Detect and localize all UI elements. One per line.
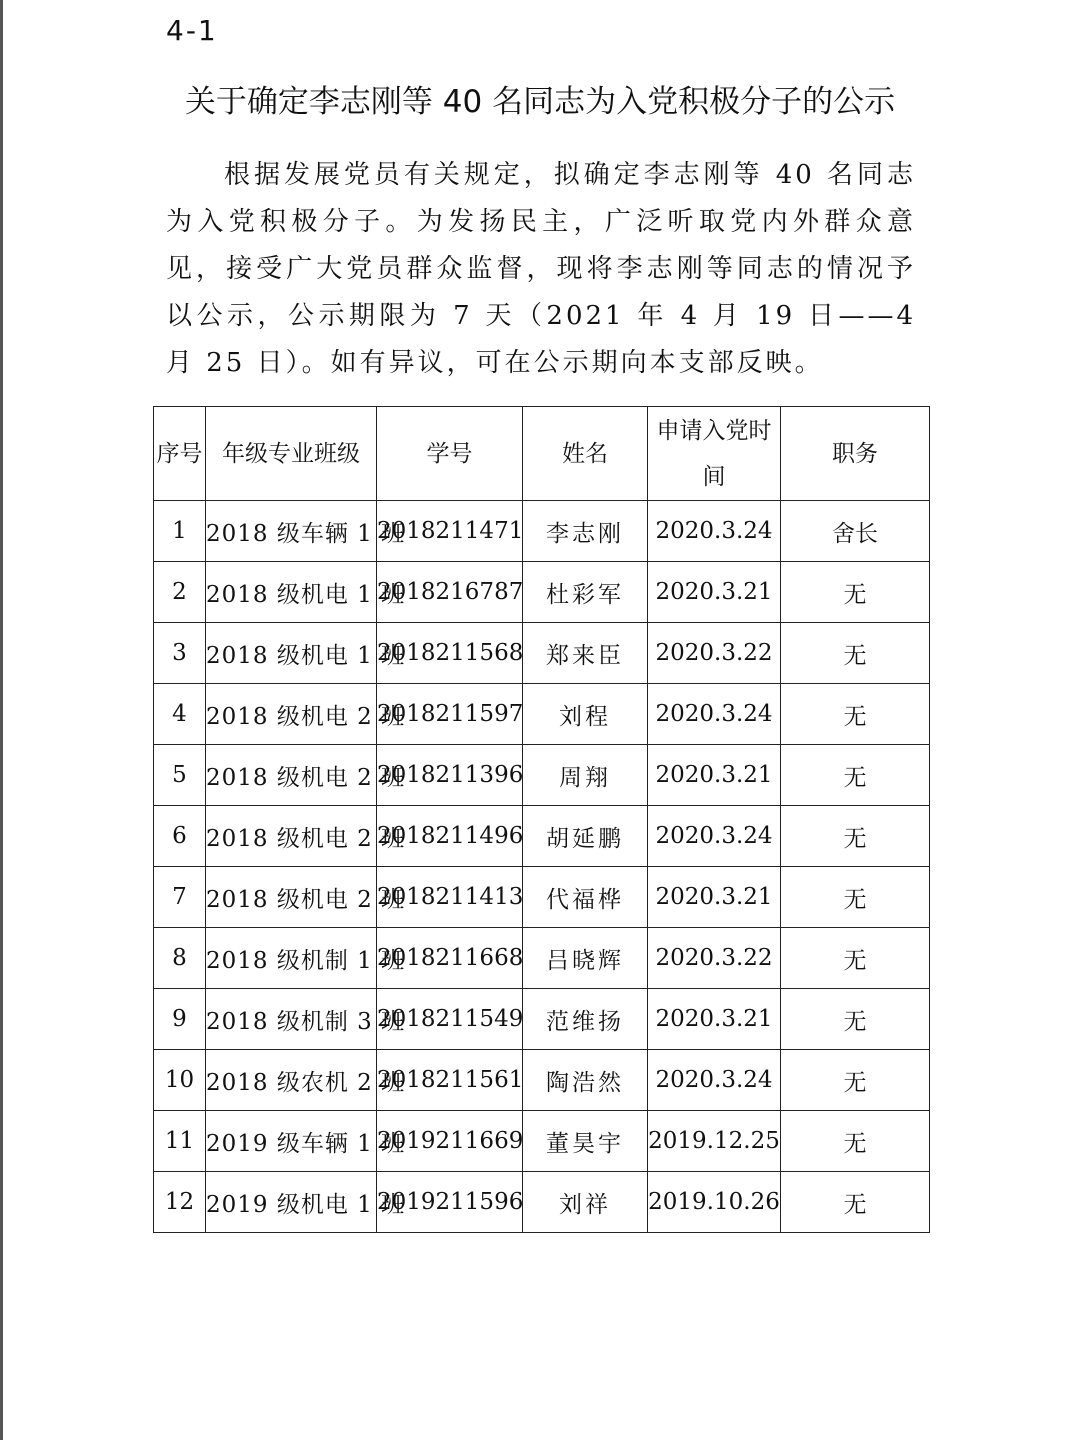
cell-class: 2018 级机电 1 班	[206, 623, 377, 684]
cell-role: 无	[781, 806, 930, 867]
cell-role: 无	[781, 1172, 930, 1233]
page-title: 关于确定李志刚等 40 名同志为入党积极分子的公示	[184, 84, 896, 120]
cell-index: 9	[154, 989, 206, 1050]
cell-class: 2018 级车辆 1 班	[206, 501, 377, 562]
cell-index: 3	[154, 623, 206, 684]
cell-apply-date: 2020.3.24	[648, 1050, 781, 1111]
cell-student-id: 2018211668	[377, 928, 523, 989]
cell-class: 2018 级机电 2 班	[206, 684, 377, 745]
cell-apply-date: 2020.3.21	[648, 867, 781, 928]
cell-name: 范维扬	[523, 989, 648, 1050]
header-class: 年级专业班级	[206, 407, 377, 501]
cell-student-id: 2018211396	[377, 745, 523, 806]
cell-index: 11	[154, 1111, 206, 1172]
cell-name: 胡延鹏	[523, 806, 648, 867]
cell-role: 舍长	[781, 501, 930, 562]
table-row	[154, 501, 930, 562]
table-row	[154, 562, 930, 623]
cell-student-id: 2018211471	[377, 501, 523, 562]
cell-apply-date: 2020.3.21	[648, 745, 781, 806]
cell-index: 8	[154, 928, 206, 989]
cell-class: 2018 级机电 2 班	[206, 806, 377, 867]
cell-class: 2018 级机制 1 班	[206, 928, 377, 989]
page-number: 4-1	[166, 14, 218, 47]
cell-apply-date: 2020.3.24	[648, 501, 781, 562]
cell-class: 2018 级农机 2 班	[206, 1050, 377, 1111]
cell-index: 2	[154, 562, 206, 623]
table-row	[154, 1050, 930, 1111]
cell-role: 无	[781, 1111, 930, 1172]
cell-name: 陶浩然	[523, 1050, 648, 1111]
table-row	[154, 1111, 930, 1172]
cell-index: 10	[154, 1050, 206, 1111]
cell-name: 刘祥	[523, 1172, 648, 1233]
cell-role: 无	[781, 745, 930, 806]
table-body	[154, 501, 930, 1233]
cell-index: 1	[154, 501, 206, 562]
header-role: 职务	[781, 407, 930, 501]
table-row	[154, 1172, 930, 1233]
cell-class: 2018 级机电 1 班	[206, 562, 377, 623]
cell-role: 无	[781, 562, 930, 623]
cell-class: 2018 级机电 2 班	[206, 867, 377, 928]
cell-name: 代福桦	[523, 867, 648, 928]
cell-index: 6	[154, 806, 206, 867]
cell-student-id: 2018211413	[377, 867, 523, 928]
cell-role: 无	[781, 989, 930, 1050]
cell-apply-date: 2020.3.22	[648, 623, 781, 684]
cell-student-id: 2018211597	[377, 684, 523, 745]
table-row	[154, 989, 930, 1050]
cell-class: 2019 级机电 1 班	[206, 1172, 377, 1233]
cell-name: 刘程	[523, 684, 648, 745]
cell-role: 无	[781, 1050, 930, 1111]
table-row	[154, 928, 930, 989]
cell-name: 吕晓辉	[523, 928, 648, 989]
notice-paragraph: 根据发展党员有关规定，拟确定李志刚等 40 名同志为入党积极分子。为发扬民主，广泛听取党内外群众意见，接受广大党员群众监督，现将李志刚等同志的情况予以公示，公示期限为 7 天（2021 年 4 月 19 日——4 月 25 日）。如有异议，可在公示期向本支部反映。	[166, 160, 916, 378]
table-row	[154, 684, 930, 745]
header-apply-date: 申请入党时间	[648, 407, 781, 501]
header-index: 序号	[154, 407, 206, 501]
cell-student-id: 2019211596	[377, 1172, 523, 1233]
page-left-border	[0, 0, 3, 1440]
cell-index: 12	[154, 1172, 206, 1233]
cell-index: 5	[154, 745, 206, 806]
cell-role: 无	[781, 684, 930, 745]
table-row	[154, 867, 930, 928]
cell-class: 2018 级机电 2 班	[206, 745, 377, 806]
cell-apply-date: 2019.10.26	[648, 1172, 781, 1233]
cell-apply-date: 2020.3.22	[648, 928, 781, 989]
cell-index: 4	[154, 684, 206, 745]
cell-apply-date: 2020.3.24	[648, 806, 781, 867]
cell-role: 无	[781, 623, 930, 684]
cell-class: 2018 级机制 3 班	[206, 989, 377, 1050]
cell-name: 杜彩军	[523, 562, 648, 623]
header-student-id: 学号	[377, 407, 523, 501]
table-row	[154, 745, 930, 806]
cell-role: 无	[781, 928, 930, 989]
table-row	[154, 806, 930, 867]
cell-name: 董昊宇	[523, 1111, 648, 1172]
cell-apply-date: 2020.3.21	[648, 989, 781, 1050]
cell-apply-date: 2020.3.24	[648, 684, 781, 745]
cell-class: 2019 级车辆 1 班	[206, 1111, 377, 1172]
cell-role: 无	[781, 867, 930, 928]
activist-table	[153, 406, 930, 1233]
cell-name: 李志刚	[523, 501, 648, 562]
cell-student-id: 2018211496	[377, 806, 523, 867]
cell-apply-date: 2019.12.25	[648, 1111, 781, 1172]
cell-student-id: 2018216787	[377, 562, 523, 623]
table-row	[154, 623, 930, 684]
header-name: 姓名	[523, 407, 648, 501]
cell-apply-date: 2020.3.21	[648, 562, 781, 623]
table-header-row	[154, 407, 930, 501]
cell-name: 郑来臣	[523, 623, 648, 684]
cell-index: 7	[154, 867, 206, 928]
cell-student-id: 2018211568	[377, 623, 523, 684]
cell-name: 周翔	[523, 745, 648, 806]
cell-student-id: 2019211669	[377, 1111, 523, 1172]
cell-student-id: 2018211549	[377, 989, 523, 1050]
cell-student-id: 2018211561	[377, 1050, 523, 1111]
